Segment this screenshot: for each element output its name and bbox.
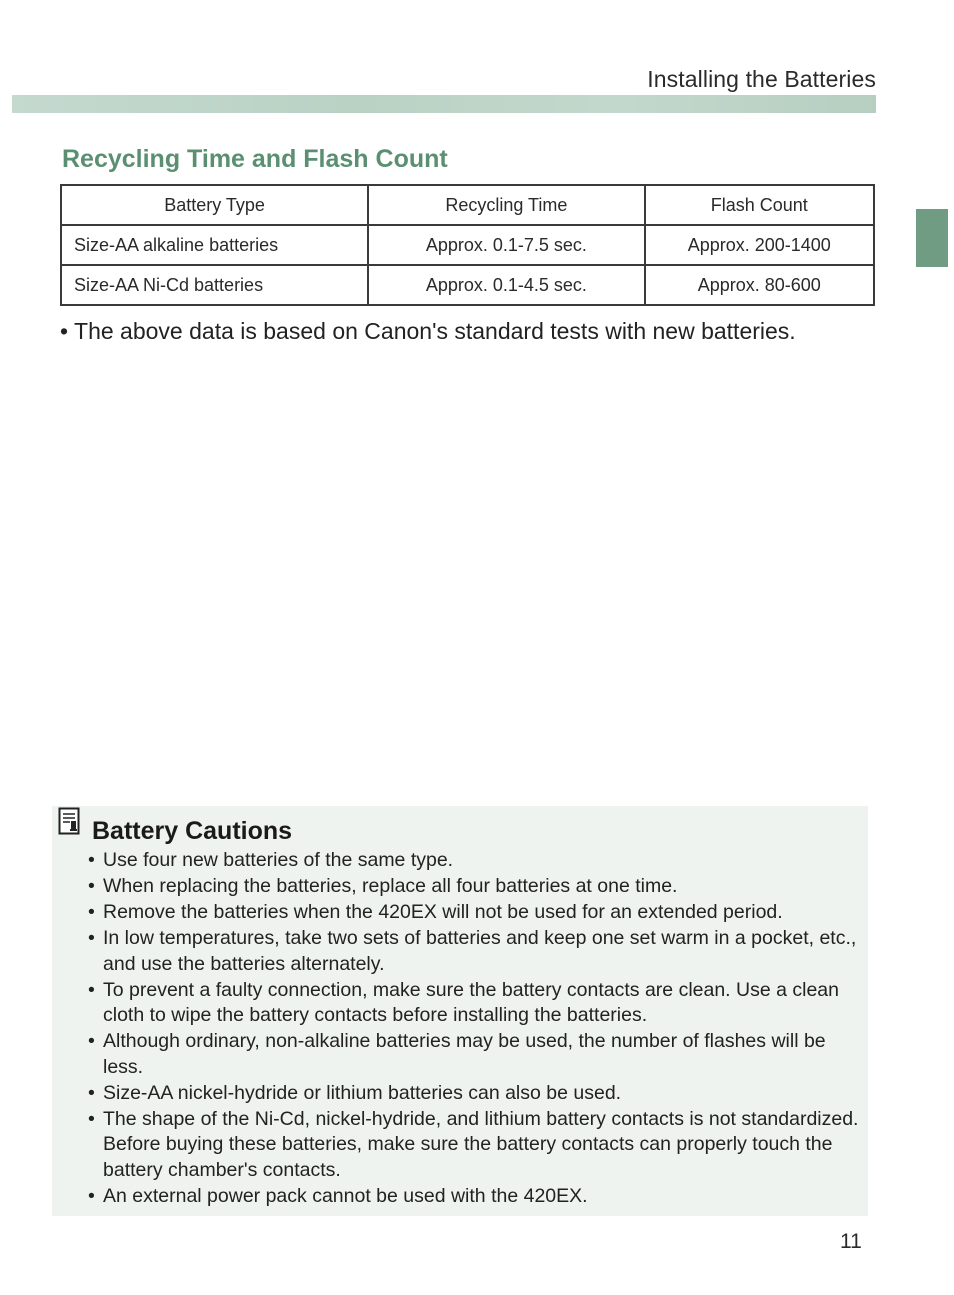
table-cell: Approx. 0.1-7.5 sec. xyxy=(368,225,644,265)
memo-note-icon xyxy=(58,807,80,835)
list-item: • When replacing the batteries, replace all four batteries at one time. xyxy=(88,874,863,900)
table-row xyxy=(61,225,874,265)
list-item: • Remove the batteries when the 420EX will not be used for an extended period. xyxy=(88,900,863,926)
data-note: • The above data is based on Canon's standard tests with new batteries. xyxy=(60,318,796,344)
list-item: • Use four new batteries of the same type. xyxy=(88,848,863,874)
list-item: • To prevent a faulty connection, make sure the battery contacts are clean. Use a clean cloth to wipe the battery contacts before installing the batteries. xyxy=(88,978,863,1029)
running-header: Installing the Batteries xyxy=(647,66,876,92)
table-cell: Size-AA Ni-Cd batteries xyxy=(61,265,368,305)
list-item: • Size-AA nickel-hydride or lithium batteries can also be used. xyxy=(88,1081,863,1107)
column-header-recycling-time: Recycling Time xyxy=(368,185,644,225)
table-cell: Approx. 200-1400 xyxy=(645,225,874,265)
section-title: Recycling Time and Flash Count xyxy=(62,145,448,173)
table-cell: Approx. 0.1-4.5 sec. xyxy=(368,265,644,305)
page-number: 11 xyxy=(840,1230,862,1253)
data-note-text: The above data is based on Canon's standard tests with new batteries. xyxy=(74,318,796,344)
list-item: • Although ordinary, non-alkaline batteries may be used, the number of flashes will be less. xyxy=(88,1029,863,1080)
column-header-battery-type: Battery Type xyxy=(61,185,368,225)
header-rule xyxy=(12,95,876,113)
list-item: • The shape of the Ni-Cd, nickel-hydride, and lithium battery contacts is not standardized. Before buying these batteries, make sure the battery contacts can properly touch the battery chamber's contacts. xyxy=(88,1107,863,1184)
list-item: • In low temperatures, take two sets of batteries and keep one set warm in a pocket, etc., and use the batteries alternately. xyxy=(88,926,863,977)
cautions-title: Battery Cautions xyxy=(92,817,293,845)
table-cell: Size-AA alkaline batteries xyxy=(61,225,368,265)
list-item: • An external power pack cannot be used with the 420EX. xyxy=(88,1184,863,1210)
table-cell: Approx. 80-600 xyxy=(645,265,874,305)
column-header-flash-count: Flash Count xyxy=(645,185,874,225)
table-row xyxy=(61,265,874,305)
chapter-tab xyxy=(916,209,948,267)
table-header-row xyxy=(61,185,874,225)
battery-spec-table xyxy=(60,184,875,306)
cautions-list xyxy=(88,848,863,1210)
